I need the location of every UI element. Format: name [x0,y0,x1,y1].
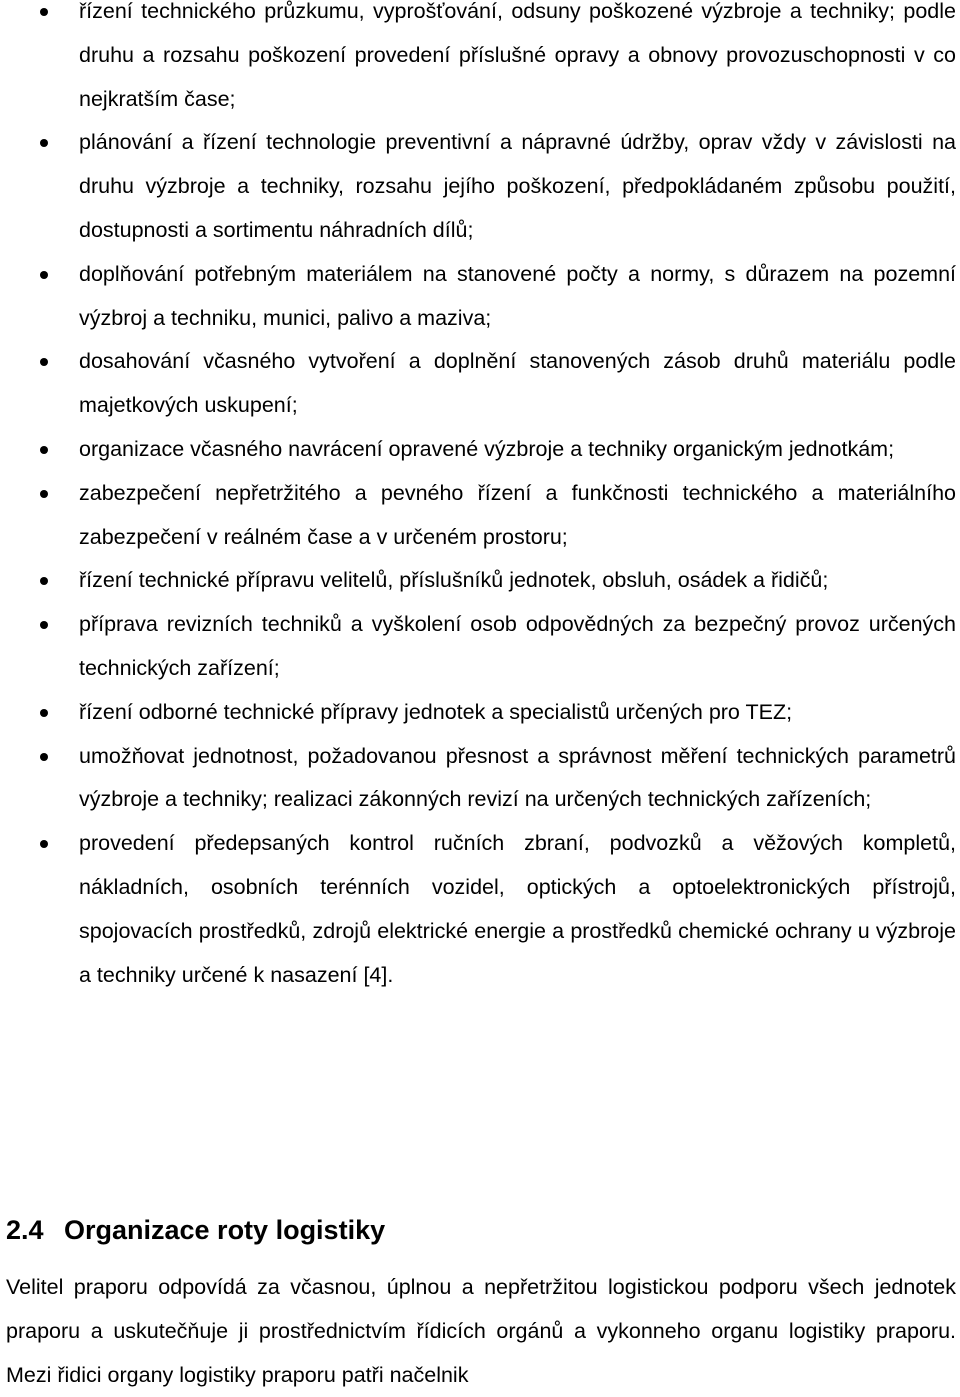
list-item [0,603,960,691]
list-item [0,822,960,997]
list-item-text: zabezpečení nepřetržitého a pevného řízení a funkčnosti technického a materiálního zabezpečení v reálném čase a v určeném prostoru; [79,480,956,549]
list-item-text: provedení předepsaných kontrol ručních zbraní, podvozků a věžových kompletů, nákladních, osobních terénních vozidel, optických a optoelektronických přístrojů, spojovacích prostředků, zdrojů elektrické energie a prostředků chemické ochrany u výzbroje a techniky určené k nasazení [4]. [79,831,956,987]
list-item [0,428,960,472]
list-item [0,253,960,341]
list-item-text: příprava revizních techniků a vyškolení osob odpovědných za bezpečný provoz určených technických zařízení; [79,612,956,680]
bullet-icon [40,840,48,848]
bullet-icon [40,621,48,629]
list-item-text: umožňovat jednotnost, požadovanou přesnost a správnost měření technických parametrů výzbroje a techniky; realizaci zákonných revizí na určených technických zařízeních; [79,743,956,812]
list-item [0,691,960,735]
bullet-icon [40,753,48,761]
list-item [0,121,960,252]
list-item-text: řízení odborné technické přípravy jednotek a specialistů určených pro TEZ; [79,699,793,724]
body-paragraph: Velitel praporu odpovídá za včasnou, úplnou a nepřetržitou logistickou podporu všech jednotek praporu a uskutečňuje ji prostřednictvím řídicích orgánů a vykonneho organu logistiky praporu. Mezi řidici organy logistiky praporu patři načelnik [6,1275,956,1387]
list-item-text: organizace včasného navrácení opravené výzbroje a techniky organickým jednotkám; [79,436,895,461]
list-item [0,472,960,560]
section-title: Organizace roty logistiky [64,1215,386,1245]
bullet-icon [40,577,48,585]
list-item [0,340,960,428]
list-item [0,559,960,603]
list-item [0,0,960,121]
list-item-text: doplňování potřebným materiálem na stanovené počty a normy, s důrazem na pozemní výzbroj a techniku, munici, palivo a maziva; [79,261,956,330]
section-number: 2.4 [6,1215,44,1245]
bullet-icon [40,446,48,454]
list-item-text: řízení technického průzkumu, vyprošťování, odsuny poškozené výzbroje a techniky; podle druhu a rozsahu poškození provedení příslušné opravy a obnovy provozuschopnosti v co nejkratším čase; [79,0,956,111]
list-item-text: plánování a řízení technologie preventivní a nápravné údržby, oprav vždy v závislosti na druhu výzbroje a techniky, rozsahu jejího poškození, předpokládaném způsobu použití, dostupnosti a sortimentu náhradních dílů; [79,130,956,242]
bullet-icon [40,709,48,717]
list-item-text: dosahování včasného vytvoření a doplnění stanovených zásob druhů materiálu podle majetkových uskupení; [79,349,956,418]
bullet-icon [40,358,48,366]
section-heading [6,1208,385,1252]
list-item [0,735,960,823]
bullet-icon [40,271,48,279]
bullet-icon [40,490,48,498]
list-item-text: řízení technické přípravu velitelů, příslušníků jednotek, obsluh, osádek a řidičů; [79,568,829,593]
bullet-icon [40,139,48,147]
bullet-icon [40,8,48,16]
